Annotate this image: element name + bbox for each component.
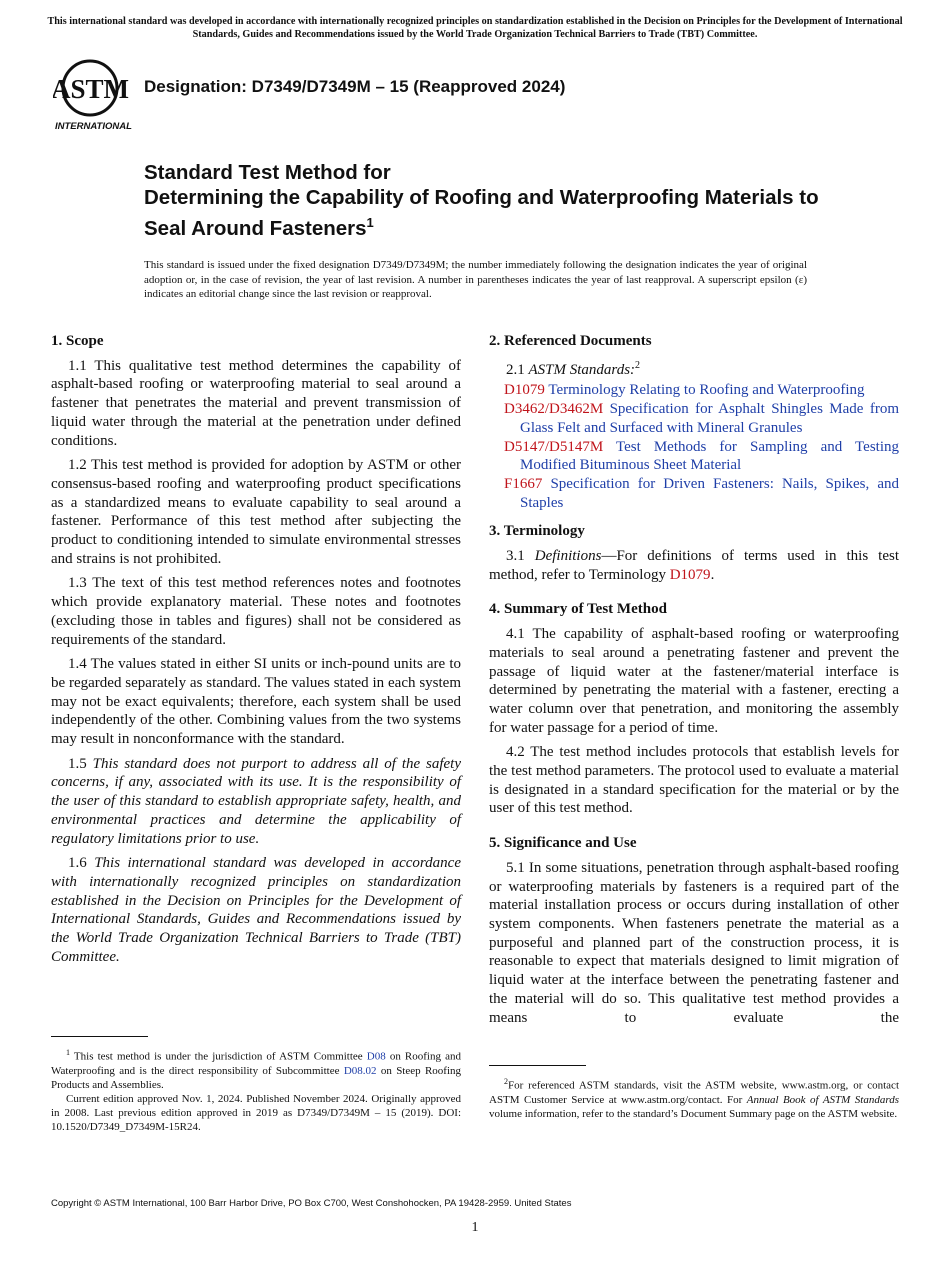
footnote-2 xyxy=(489,1075,899,1121)
issue-note: This standard is issued under the fixed designation D7349/D7349M; the number immediately following the designation indicates the year of original adoption or, in the case of revision, the year of last revision. A number in parentheses indicates the year of last reapproval. A superscript epsilon (ε) indicates an editorial change since the last revision or reapproval. xyxy=(144,259,807,300)
page-number: 1 xyxy=(471,1220,479,1235)
annual-book-title: Annual Book of ASTM Standards xyxy=(746,1093,900,1106)
paragraph-5-1: 5.1 In some situations, penetration through asphalt-based roofing or waterproofing materials by fasteners is a required part of the material installation process or occurs during installation of other system components. When fasteners penetrate the material as a purposeful and planned part of the construction process, it is reasonable to expect that materials designed to limit migration of liquid water at the interface between the penetrating fastener and the material will do so. This qualitative test method provides a means to evaluate the xyxy=(489,859,899,1026)
title-line-1: Standard Test Method for xyxy=(144,161,391,184)
right-column xyxy=(489,332,899,1033)
paragraph-1-6-text: This international standard was developed in accordance with internationally recognized principles on standardization established in the Decision on Principles for the Development of International Standards, Guides and Recommendations issued by the World Trade Organization Technical Barriers to Trade (TBT) Committee. xyxy=(51,855,461,965)
footnote-1-mark: 1 xyxy=(66,1048,70,1057)
reference-list xyxy=(489,381,899,512)
logo-text: ASTM xyxy=(53,74,130,104)
section-heading-terminology: 3. Terminology xyxy=(489,523,585,540)
footnote-1 xyxy=(51,1046,461,1134)
footnote-1-edition: Current edition approved Nov. 1, 2024. Published November 2024. Originally approved in 2008. Last previous edition approved in 2019 as D7349/D7349M – 15 (2019). DOI: 10.1520/D7349_D7349M-15R24. xyxy=(51,1092,461,1133)
footnote-2-part-b: volume information, refer to the standard’s Document Summary page on the ASTM website. xyxy=(489,1107,898,1120)
document-title xyxy=(144,160,844,241)
section-heading-summary: 4. Summary of Test Method xyxy=(489,601,667,618)
terminology-reference-link[interactable]: D1079 xyxy=(669,566,711,583)
footnote-rule-left xyxy=(51,1036,148,1037)
standard-notice: This international standard was developed in accordance with internationally recognized principles on standardization established in the Decision on Principles for the Development of International Standards, Guides and Recommendations issued by the World Trade Organization Technical Barriers to Trade (TBT) Committee. xyxy=(47,16,903,40)
paragraph-1-4: 1.4 The values stated in either SI units or inch-pound units are to be regarded separately as standard. The values stated in each system may not be exact equivalents; therefore, each system shall be used independently of the other. Combining values from the two systems may result in nonconformance with the standard. xyxy=(51,656,461,748)
reference-title[interactable]: Specification for Driven Fasteners: Nails, Spikes, and Staples xyxy=(520,475,899,511)
section-gap xyxy=(489,512,899,522)
reference-item[interactable] xyxy=(489,400,899,437)
paragraph-1-1: 1.1 This qualitative test method determines the capability of asphalt-based roofing or waterproofing material to seal around a fastener that penetrates the material and prevent transmission of liquid water through the material at the penetration under defined conditions. xyxy=(51,357,461,449)
footnote-1-text xyxy=(51,1046,461,1092)
section-heading-referenced: 2. Referenced Documents xyxy=(489,333,652,349)
reference-code[interactable]: D3462/D3462M xyxy=(504,401,604,418)
paragraph-1-2: 1.2 This test method is provided for adoption by ASTM or other consensus-based roofing and waterproofing product specifications as a standardized means to evaluate capability to seal around a fastener. Performance of this test method after subjecting the product to conditioning intended to simulate environmental stresses and strains is not prohibited. xyxy=(51,457,461,567)
footnote-1-part-b: on Roofing and Waterproofing and is the direct responsibility of Subcommittee xyxy=(51,1050,461,1077)
subcommittee-link[interactable]: D08.02 xyxy=(343,1064,377,1077)
paragraph-1-5 xyxy=(51,755,461,849)
paragraph-3-1 xyxy=(489,547,899,584)
footnote-2-mark: 2 xyxy=(504,1077,508,1086)
section-gap xyxy=(489,824,899,834)
astm-standards-label: ASTM Standards: xyxy=(528,361,636,378)
title-footnote-mark: 1 xyxy=(366,215,374,230)
footnote-rule-right xyxy=(489,1065,586,1066)
reference-title[interactable]: Test Methods for Sampling and Testing Modified Bituminous Sheet Material xyxy=(520,438,899,474)
paragraph-2-1-number: 2.1 xyxy=(506,361,525,378)
paragraph-3-1-end: . xyxy=(710,566,715,583)
paragraph-4-1: 4.1 The capability of asphalt-based roofing or waterproofing materials to seal around a penetrating fastener and prevent the passage of liquid water at the fastener/material interface is determined by penetrating the material with a fastener, erecting a water column over that penetration, and monitoring the assembly for water passage for a period of time. xyxy=(489,626,899,736)
reference-title[interactable]: Terminology Relating to Roofing and Waterproofing xyxy=(548,382,865,399)
designation: Designation: D7349/D7349M – 15 (Reapproved 2024) xyxy=(144,77,566,96)
footnote-2-text xyxy=(489,1075,899,1121)
section-heading-significance: 5. Significance and Use xyxy=(489,835,637,852)
paragraph-1-5-number: 1.5 xyxy=(68,755,87,772)
definitions-label: Definitions xyxy=(534,548,602,565)
section-heading-scope: 1. Scope xyxy=(51,333,104,349)
paragraph-4-2: 4.2 The test method includes protocols that establish levels for the test method parameters. The protocol used to evaluate a material is designated in a standard specification for the material or by the user of this test method. xyxy=(489,744,899,817)
title-main xyxy=(144,185,844,241)
paragraph-1-6 xyxy=(51,854,461,966)
footnote-1-part-c: on Steep Roofing Products and Assemblies. xyxy=(51,1064,462,1091)
logo-subtext: INTERNATIONAL xyxy=(55,121,132,131)
reference-item[interactable] xyxy=(489,381,899,400)
reference-code[interactable]: D5147/D5147M xyxy=(504,438,604,455)
left-column xyxy=(51,332,461,973)
paragraph-3-1-number: 3.1 xyxy=(506,548,525,565)
reference-item[interactable] xyxy=(489,475,899,512)
paragraph-1-5-text: This standard does not purport to address all of the safety concerns, if any, associated with its use. It is the responsibility of the user of this standard to establish appropriate safety, health, and environmental practices and determine the applicability of regulatory limitations prior to use. xyxy=(51,755,462,847)
reference-item[interactable] xyxy=(489,438,899,475)
footnote-2-part-a: For referenced ASTM standards, visit the ASTM website, www.astm.org, or contact ASTM Customer Service at www.astm.org/contact. For xyxy=(489,1079,899,1106)
paragraph-3-1-text: —For definitions of terms used in this test method, refer to Terminology xyxy=(489,548,900,583)
title-line-2: Determining the Capability of Roofing and Waterproofing Materials to Seal Around Fasteners xyxy=(144,186,819,240)
reference-code[interactable]: F1667 xyxy=(504,475,543,492)
paragraph-1-6-number: 1.6 xyxy=(68,855,87,872)
section-gap xyxy=(489,590,899,600)
copyright: Copyright © ASTM International, 100 Barr Harbor Drive, PO Box C700, West Conshohocken, PA 19428-2959. United States xyxy=(51,1198,572,1209)
footnote-1-part-a: This test method is under the jurisdiction of ASTM Committee xyxy=(73,1050,363,1063)
reference-title[interactable]: Specification for Asphalt Shingles Made from Glass Felt and Surfaced with Mineral Granules xyxy=(520,401,900,436)
paragraph-2-1 xyxy=(489,357,899,380)
paragraph-1-3: 1.3 The text of this test method references notes and footnotes which provide explanatory material. These notes and footnotes (excluding those in tables and figures) shall not be considered as requirements of the standard. xyxy=(51,575,461,648)
astm-logo-mark xyxy=(53,55,135,131)
footnote-mark-2: 2 xyxy=(635,359,641,371)
committee-link[interactable]: D08 xyxy=(366,1050,386,1063)
astm-logo xyxy=(53,55,135,131)
reference-code[interactable]: D1079 xyxy=(504,382,545,399)
